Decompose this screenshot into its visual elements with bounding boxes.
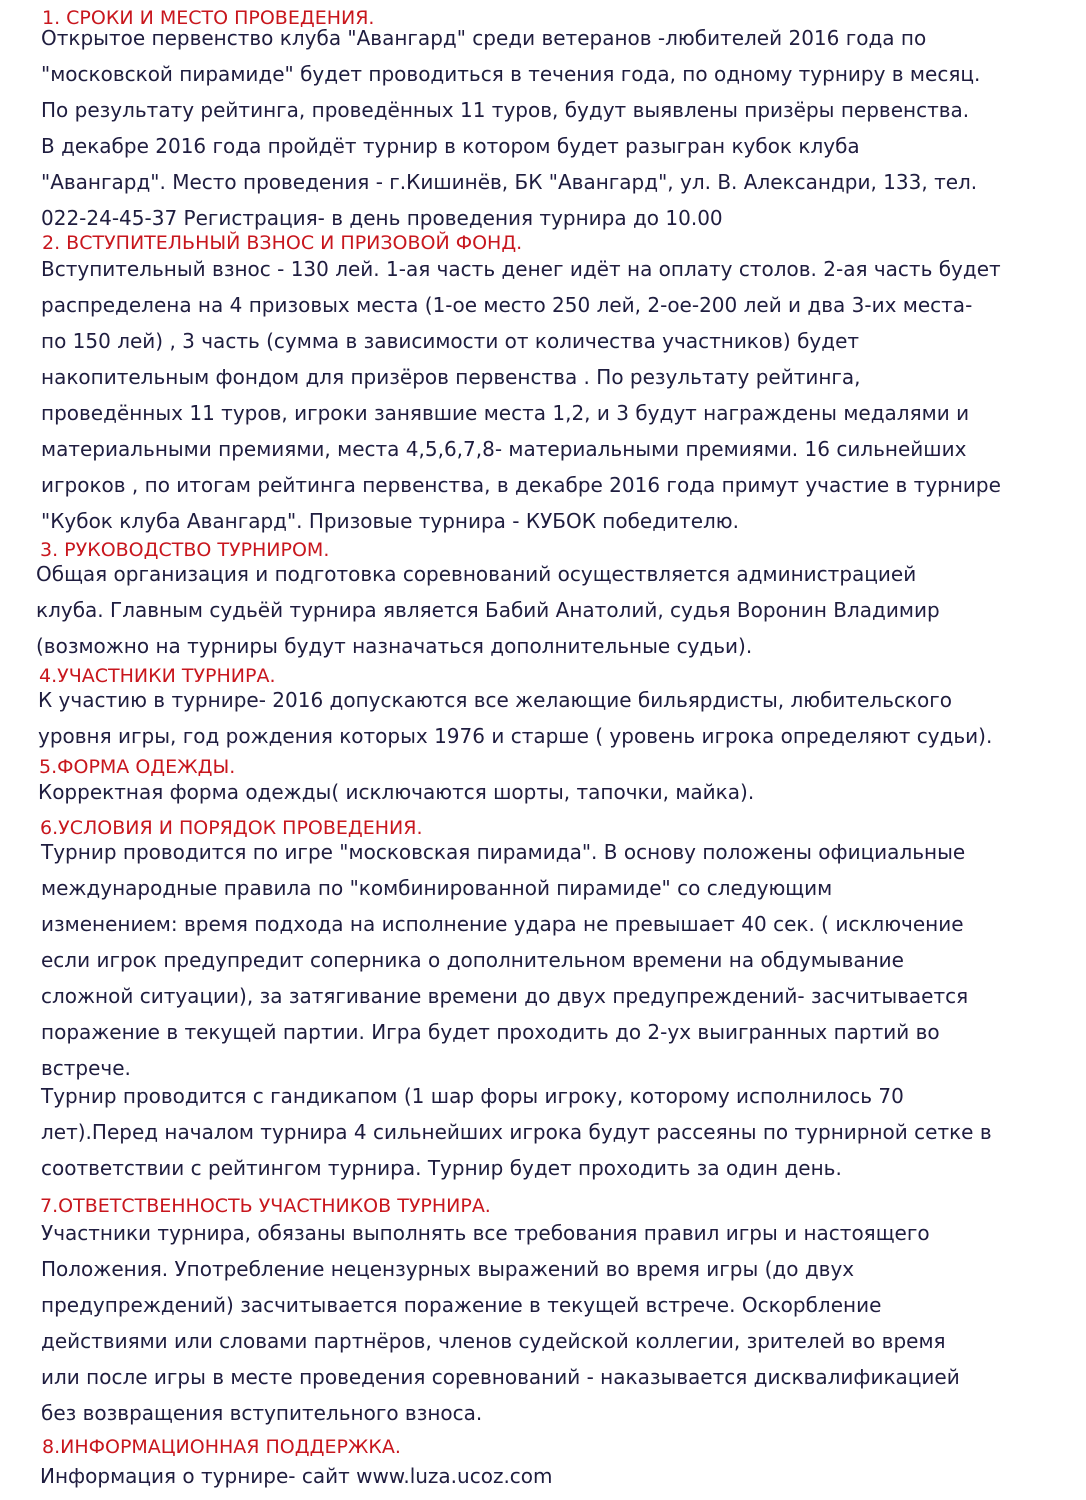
section-5-body bbox=[38, 774, 754, 810]
section-6-line: встрече. bbox=[41, 1056, 131, 1080]
section-7-line: предупреждений) засчитывается поражение в текущей встрече. Оскорбление bbox=[41, 1293, 882, 1317]
section-4-line: К участию в турнире- 2016 допускаются все желающие бильярдисты, любительского bbox=[38, 688, 952, 712]
section-4-heading: 4.УЧАСТНИКИ ТУРНИРА. bbox=[39, 665, 276, 687]
section-6-line: поражение в текущей партии. Игра будет проходить до 2-ух выигранных партий во bbox=[41, 1020, 940, 1044]
section-3-line: клуба. Главным судьёй турнира является Бабий Анатолий, судья Воронин Владимир bbox=[36, 598, 940, 622]
section-3-body bbox=[36, 556, 940, 664]
section-8-heading: 8.ИНФОРМАЦИОННАЯ ПОДДЕРЖКА. bbox=[42, 1436, 401, 1458]
section-2-line: игроков , по итогам рейтинга первенства, в декабре 2016 года примут участие в турнире bbox=[41, 473, 1001, 497]
section-7-heading: 7.ОТВЕТСТВЕННОСТЬ УЧАСТНИКОВ ТУРНИРА. bbox=[40, 1195, 491, 1217]
section-2-line: Вступительный взнос - 130 лей. 1-ая часть денег идёт на оплату столов. 2-ая часть будет bbox=[41, 257, 1001, 281]
section-2-heading: 2. ВСТУПИТЕЛЬНЫЙ ВЗНОС И ПРИЗОВОЙ ФОНД. bbox=[42, 232, 523, 254]
section-4-body bbox=[38, 682, 992, 754]
section-3-line: (возможно на турниры будут назначаться дополнительные судьи). bbox=[36, 634, 753, 658]
section-1-body bbox=[41, 20, 980, 236]
section-4-line: уровня игры, год рождения которых 1976 и старше ( уровень игрока определяют судьи). bbox=[38, 724, 993, 748]
section-6-line: международные правила по "комбинированной пирамиде" со следующим bbox=[41, 876, 833, 900]
section-2-line: распределена на 4 призовых места (1-ое место 250 лей, 2-ое-200 лей и два 3-их места- bbox=[41, 293, 973, 317]
section-1-line: "Авангард". Место проведения - г.Кишинёв, БК "Авангард", ул. В. Александри, 133, тел. bbox=[41, 170, 978, 194]
section-8-line: Информация о турнире- сайт www.luza.ucoz.com bbox=[40, 1464, 553, 1488]
section-2-body bbox=[41, 251, 1001, 539]
section-1-line: По результату рейтинга, проведённых 11 туров, будут выявлены призёры первенства. bbox=[41, 98, 970, 122]
section-6-line: лет).Перед началом турнира 4 сильнейших игрока будут рассеяны по турнирной сетке в bbox=[41, 1120, 992, 1144]
section-3-line: Общая организация и подготовка соревнований осуществляется администрацией bbox=[36, 562, 917, 586]
section-8-body bbox=[40, 1458, 553, 1494]
section-2-line: материальными премиями, места 4,5,6,7,8- материальными премиями. 16 сильнейших bbox=[41, 437, 967, 461]
section-6-heading: 6.УСЛОВИЯ И ПОРЯДОК ПРОВЕДЕНИЯ. bbox=[40, 817, 423, 839]
section-6-body-continued bbox=[41, 1078, 992, 1186]
section-2-line: "Кубок клуба Авангард". Призовые турнира - КУБОК победителю. bbox=[41, 509, 739, 533]
section-1-line: "московской пирамиде" будет проводиться в течения года, по одному турниру в месяц. bbox=[41, 62, 981, 86]
section-1-line: В декабре 2016 года пройдёт турнир в котором будет разыгран кубок клуба bbox=[41, 134, 860, 158]
section-7-line: действиями или словами партнёров, членов судейской коллегии, зрителей во время bbox=[41, 1329, 946, 1353]
section-5-heading: 5.ФОРМА ОДЕЖДЫ. bbox=[39, 756, 236, 778]
section-2-line: по 150 лей) , 3 часть (сумма в зависимости от количества участников) будет bbox=[41, 329, 860, 353]
section-6-line: если игрок предупредит соперника о дополнительном времени на обдумывание bbox=[41, 948, 904, 972]
section-2-line: проведённых 11 туров, игроки занявшие места 1,2, и 3 будут награждены медалями и bbox=[41, 401, 970, 425]
section-6-line: Турнир проводится по игре "московская пирамида". В основу положены официальные bbox=[41, 840, 966, 864]
section-3-heading: 3. РУКОВОДСТВО ТУРНИРОМ. bbox=[40, 539, 330, 561]
section-6-line: изменением: время подхода на исполнение удара не превышает 40 сек. ( исключение bbox=[41, 912, 964, 936]
section-7-line: без возвращения вступительного взноса. bbox=[41, 1401, 483, 1425]
section-2-line: накопительным фондом для призёров первенства . По результату рейтинга, bbox=[41, 365, 861, 389]
section-6-body bbox=[41, 834, 968, 1086]
section-6-line: Турнир проводится с гандикапом (1 шар форы игроку, которому исполнилось 70 bbox=[41, 1084, 904, 1108]
section-7-line: Положения. Употребление нецензурных выражений во время игры (до двух bbox=[41, 1257, 855, 1281]
section-1-line: Открытое первенство клуба "Авангард" среди ветеранов -любителей 2016 года по bbox=[41, 26, 927, 50]
section-6-line: соответствии с рейтингом турнира. Турнир будет проходить за один день. bbox=[41, 1156, 842, 1180]
section-1-heading: 1. СРОКИ И МЕСТО ПРОВЕДЕНИЯ. bbox=[42, 7, 375, 29]
section-7-body bbox=[41, 1215, 960, 1431]
section-5-line: Корректная форма одежды( исключаются шорты, тапочки, майка). bbox=[38, 780, 755, 804]
section-7-line: или после игры в месте проведения соревнований - наказывается дисквалификацией bbox=[41, 1365, 960, 1389]
section-7-line: Участники турнира, обязаны выполнять все требования правил игры и настоящего bbox=[41, 1221, 930, 1245]
section-6-line: сложной ситуации), за затягивание времени до двух предупреждений- засчитывается bbox=[41, 984, 969, 1008]
section-1-line: 022-24-45-37 Регистрация- в день проведения турнира до 10.00 bbox=[41, 206, 723, 230]
